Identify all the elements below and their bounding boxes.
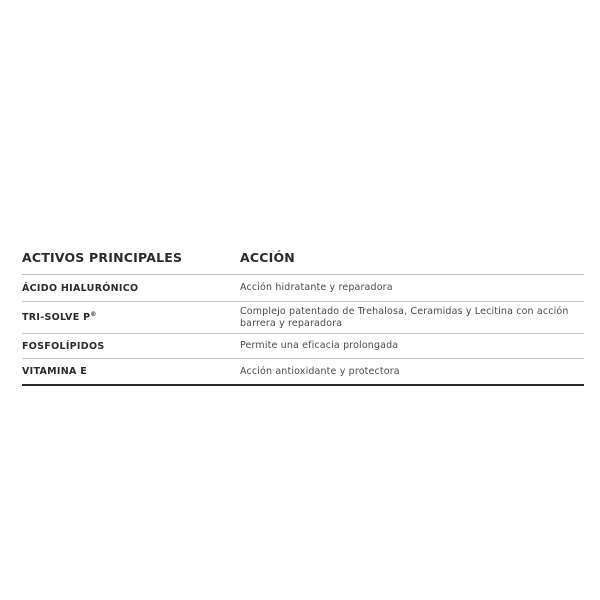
active-action: Acción antioxidante y protectora	[240, 365, 400, 377]
active-name-wrapper	[22, 312, 240, 323]
active-action: Permite una eficacia prolongada	[240, 340, 399, 351]
table-row	[22, 275, 584, 302]
active-name: VITAMINA E	[22, 366, 88, 377]
table-row	[22, 334, 584, 359]
header-actives: ACTIVOS PRINCIPALES	[22, 250, 183, 265]
table-row	[22, 359, 584, 386]
active-name: TRI-SOLVE P	[22, 312, 91, 323]
active-action: Complejo patentado de Trehalosa, Ceramidas y Lecitina con acción barrera y reparadora	[240, 305, 569, 329]
table-row	[22, 302, 584, 334]
table-header	[22, 244, 584, 275]
active-name: ÁCIDO HIALURÓNICO	[22, 282, 139, 294]
active-action: Acción hidratante y reparadora	[240, 282, 393, 293]
registered-mark: ®	[90, 311, 97, 318]
active-name: FOSFOLÍPIDOS	[22, 340, 105, 352]
header-action: ACCIÓN	[240, 250, 295, 265]
actives-table	[22, 244, 584, 386]
